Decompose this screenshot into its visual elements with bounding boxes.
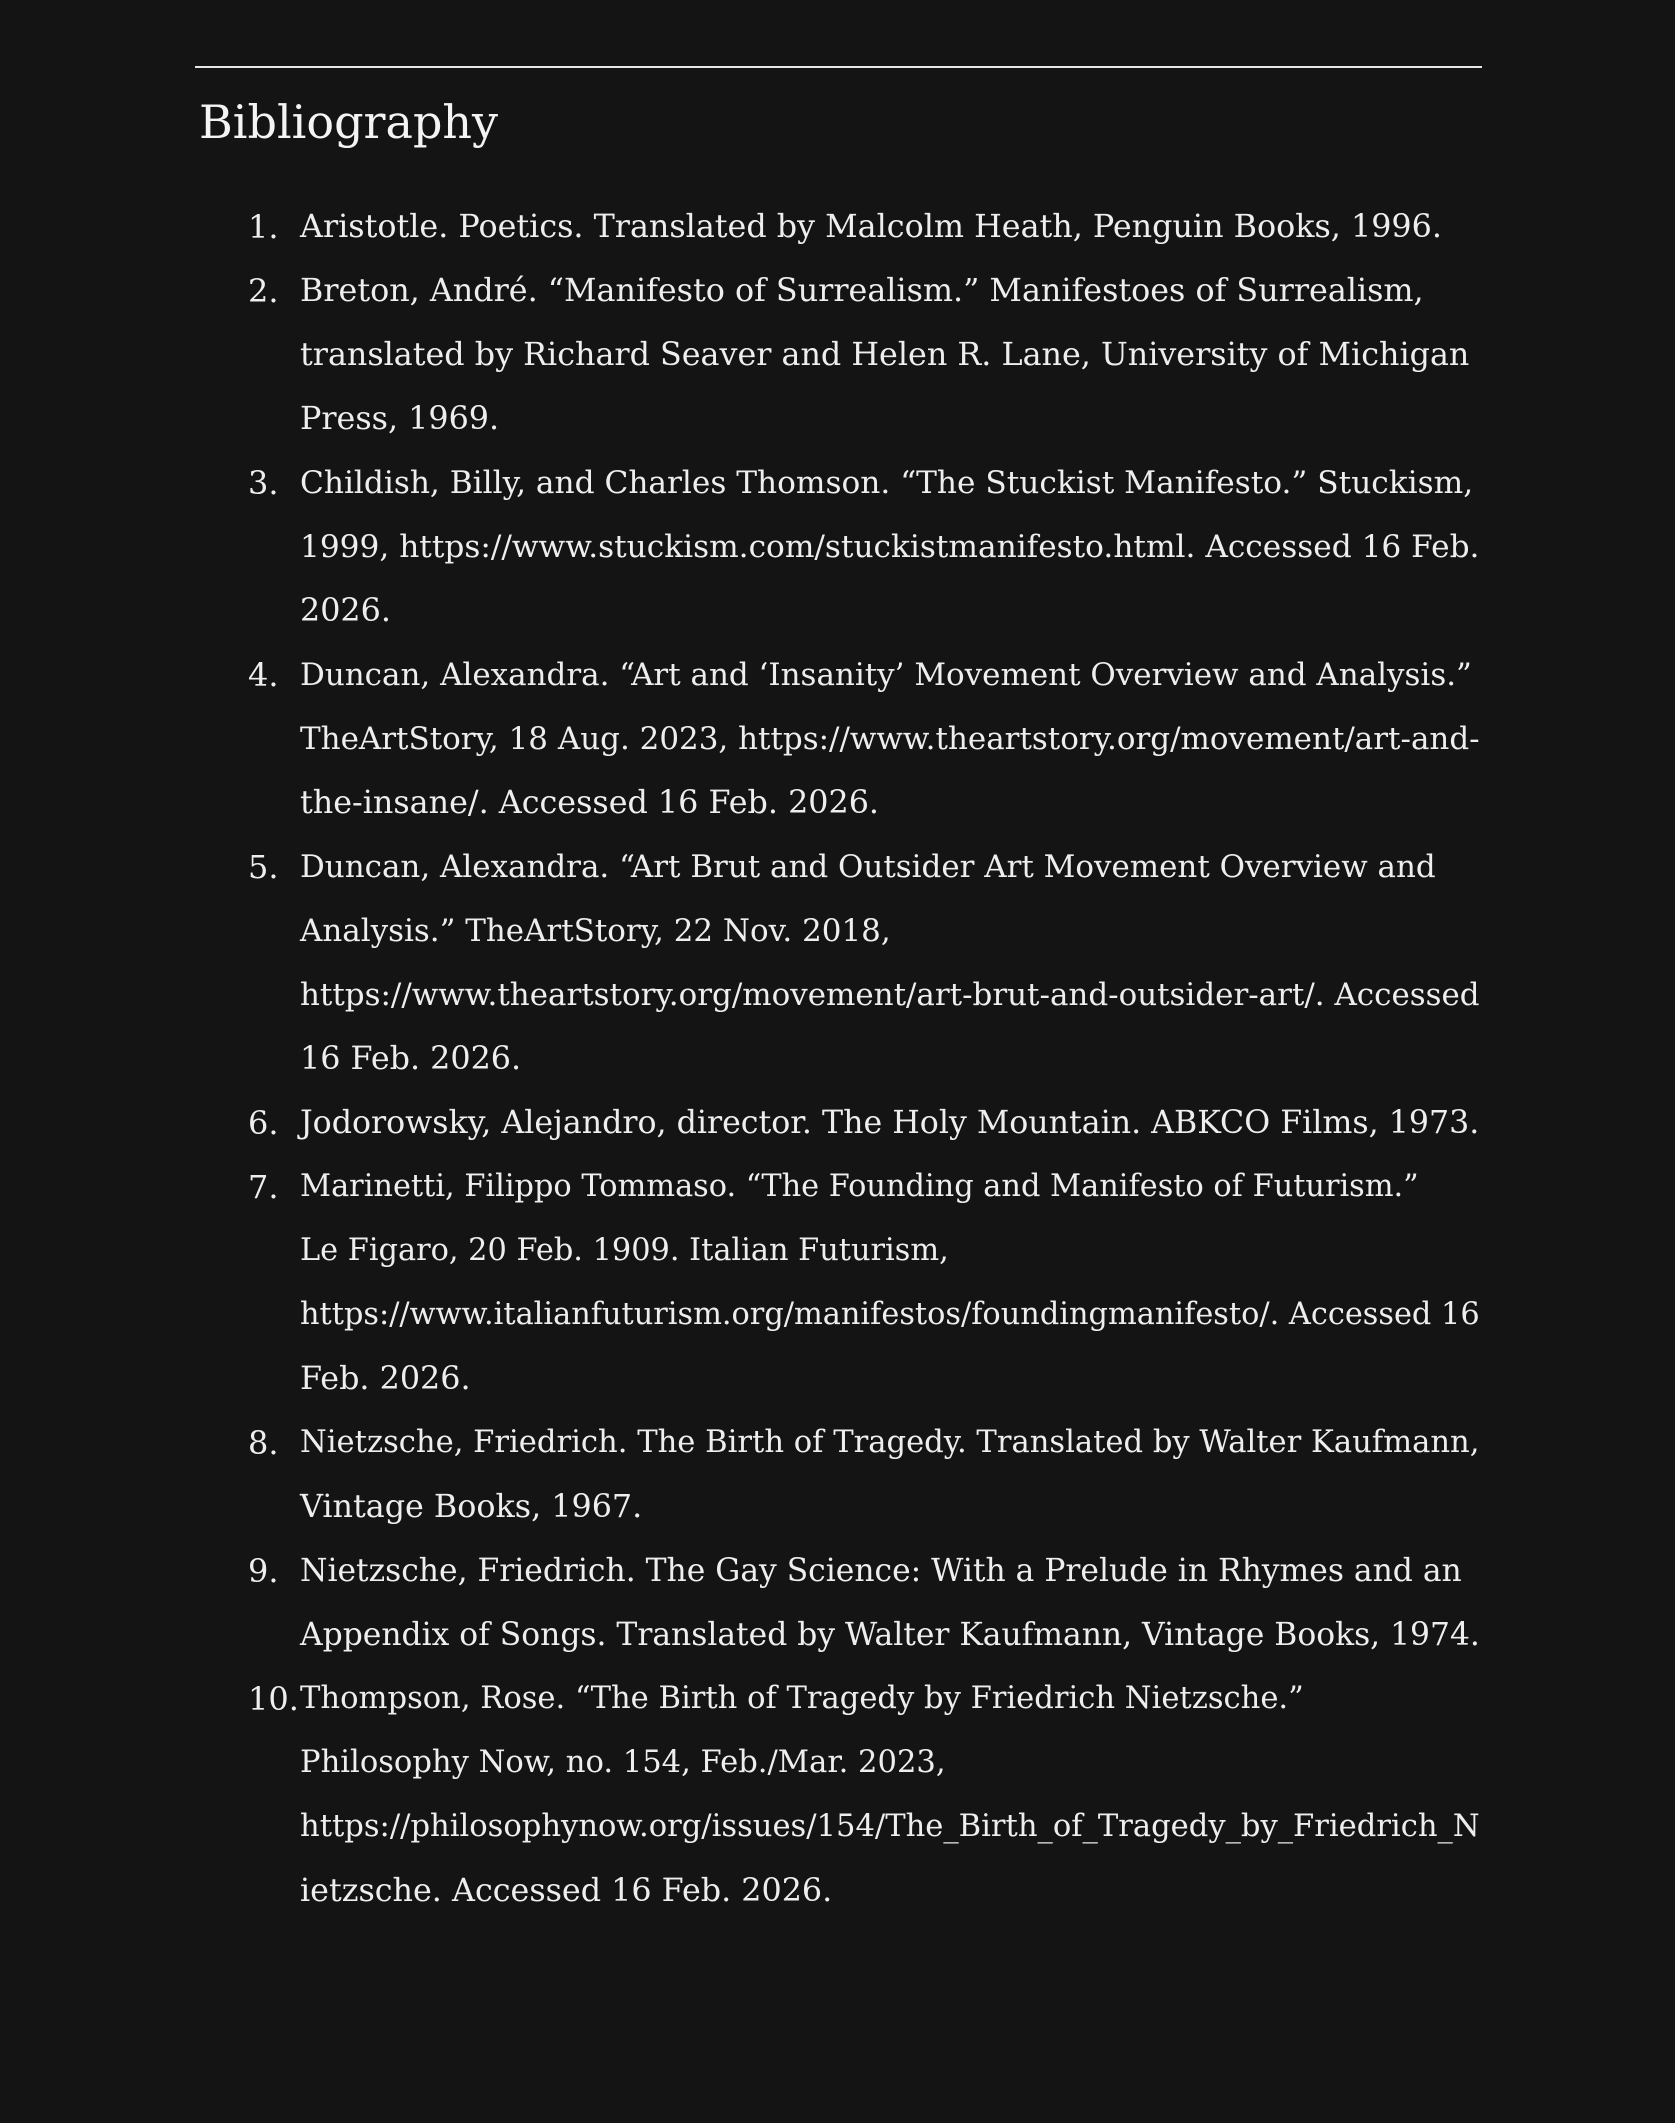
bibliography-entry xyxy=(248,643,1488,835)
bibliography-entry xyxy=(248,1667,1488,1923)
entry-text-line: TheArtStory, 18 Aug. 2023, https://www.theartstory.org/movement/art-and- xyxy=(300,721,1480,757)
entry-text-line: Le Figaro, 20 Feb. 1909. Italian Futurism, xyxy=(300,1233,949,1268)
entry-text-line: Thompson, Rose. “The Birth of Tragedy by Friedrich Nietzsche.” xyxy=(300,1681,1304,1716)
entry-text-line: 16 Feb. 2026. xyxy=(300,1041,522,1077)
entry-text-line: Marinetti, Filippo Tommaso. “The Founding and Manifesto of Futurism.” xyxy=(300,1169,1419,1204)
entry-text-line: Appendix of Songs. Translated by Walter Kaufmann, Vintage Books, 1974. xyxy=(300,1617,1480,1653)
entry-text-line: Nietzsche, Friedrich. The Birth of Tragedy. Translated by Walter Kaufmann, xyxy=(300,1425,1480,1460)
entry-number: 2. xyxy=(248,272,279,310)
entry-text-line: Duncan, Alexandra. “Art Brut and Outsider Art Movement Overview and xyxy=(300,849,1436,885)
page-title: Bibliography xyxy=(199,95,498,149)
entry-text xyxy=(300,1091,1488,1155)
entry-number: 9. xyxy=(248,1552,279,1590)
entry-text-line: Vintage Books, 1967. xyxy=(300,1489,643,1525)
bibliography-entry xyxy=(248,1155,1488,1411)
bibliography-entry xyxy=(248,1411,1488,1539)
entry-text xyxy=(300,259,1488,451)
entry-number: 6. xyxy=(248,1104,279,1142)
entry-text-line: Press, 1969. xyxy=(300,401,500,437)
entry-text-line: 2026. xyxy=(300,593,391,629)
entry-text-line: Childish, Billy, and Charles Thomson. “The Stuckist Manifesto.” Stuckism, xyxy=(300,465,1474,501)
entry-number: 8. xyxy=(248,1424,279,1462)
entry-text xyxy=(300,1539,1488,1667)
entry-text xyxy=(300,451,1488,643)
entry-text xyxy=(300,1667,1488,1923)
entry-text-line: translated by Richard Seaver and Helen R. Lane, University of Michigan xyxy=(300,337,1470,373)
bibliography-entry xyxy=(248,1091,1488,1155)
bibliography-entry xyxy=(248,451,1488,643)
bibliography-entry xyxy=(248,195,1488,259)
entry-text-line: https://www.italianfuturism.org/manifestos/foundingmanifesto/. Accessed 16 xyxy=(300,1297,1480,1332)
entry-text xyxy=(300,643,1488,835)
entry-text-line: Analysis.” TheArtStory, 22 Nov. 2018, xyxy=(300,913,891,949)
entry-text-line: 1999, https://www.stuckism.com/stuckistmanifesto.html. Accessed 16 Feb. xyxy=(300,529,1480,565)
bibliography-entry xyxy=(248,1539,1488,1667)
entry-text-line: Breton, André. “Manifesto of Surrealism.” Manifestoes of Surrealism, xyxy=(300,273,1424,309)
entry-text-line: Aristotle. Poetics. Translated by Malcolm Heath, Penguin Books, 1996. xyxy=(300,209,1442,245)
entry-text xyxy=(300,1411,1488,1539)
entry-number: 3. xyxy=(248,464,279,502)
entry-text-line: Feb. 2026. xyxy=(300,1361,471,1397)
bibliography-entry xyxy=(248,259,1488,451)
entry-text-line: https://philosophynow.org/issues/154/The_Birth_of_Tragedy_by_Friedrich_N xyxy=(300,1809,1480,1844)
entry-text xyxy=(300,1155,1488,1411)
bibliography-entry xyxy=(248,835,1488,1091)
entry-text-line: Nietzsche, Friedrich. The Gay Science: With a Prelude in Rhymes and an xyxy=(300,1553,1462,1589)
entry-text-line: ietzsche. Accessed 16 Feb. 2026. xyxy=(300,1873,833,1909)
bibliography-list xyxy=(248,195,1488,1923)
entry-text-line: the-insane/. Accessed 16 Feb. 2026. xyxy=(300,785,880,821)
entry-text xyxy=(300,835,1488,1091)
top-divider xyxy=(195,66,1482,68)
entry-text-line: https://www.theartstory.org/movement/art-brut-and-outsider-art/. Accessed xyxy=(300,977,1480,1013)
entry-number: 10. xyxy=(248,1680,299,1718)
entry-text-line: Jodorowsky, Alejandro, director. The Holy Mountain. ABKCO Films, 1973. xyxy=(300,1105,1480,1141)
entry-text-line: Philosophy Now, no. 154, Feb./Mar. 2023, xyxy=(300,1745,946,1780)
entry-number: 1. xyxy=(248,208,279,246)
entry-number: 7. xyxy=(248,1168,279,1206)
entry-number: 4. xyxy=(248,656,279,694)
entry-number: 5. xyxy=(248,848,279,886)
entry-text-line: Duncan, Alexandra. “Art and ‘Insanity’ Movement Overview and Analysis.” xyxy=(300,657,1472,693)
entry-text xyxy=(300,195,1488,259)
